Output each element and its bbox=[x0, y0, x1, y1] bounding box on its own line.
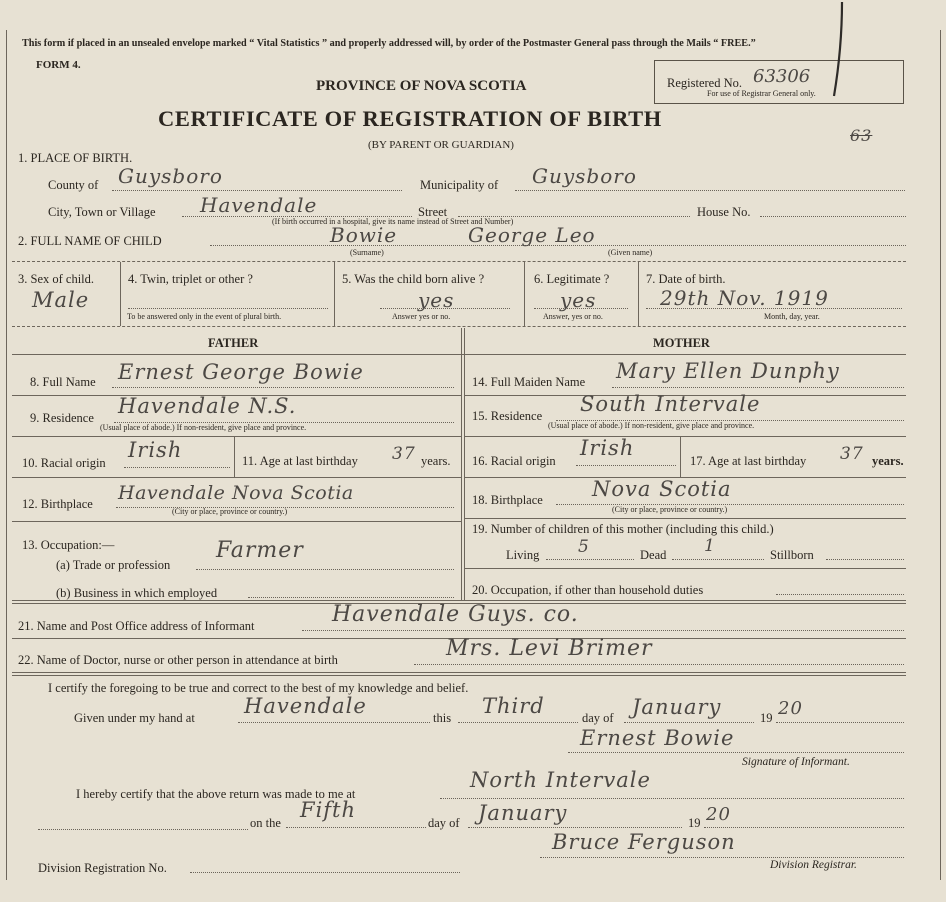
place-of-birth-heading: 1. PLACE OF BIRTH. bbox=[18, 151, 133, 165]
twin-label: 4. Twin, triplet or other ? bbox=[128, 272, 253, 286]
stillborn-label: Stillborn bbox=[770, 548, 814, 562]
certificate-title: CERTIFICATE OF REGISTRATION OF BIRTH bbox=[158, 106, 662, 131]
father-years: years. bbox=[421, 454, 451, 468]
division-registration-label: Division Registration No. bbox=[38, 861, 167, 875]
certify-month-value: January bbox=[632, 695, 722, 719]
right-margin-rule bbox=[940, 30, 941, 880]
child-surname: Bowie bbox=[330, 223, 398, 247]
sex-value: Male bbox=[32, 288, 90, 312]
province-title: PROVINCE OF NOVA SCOTIA bbox=[316, 78, 527, 94]
registrar-signature-caption: Division Registrar. bbox=[770, 859, 857, 871]
registrar-place-value: North Intervale bbox=[470, 768, 651, 792]
informant-signature-caption: Signature of Informant. bbox=[742, 756, 850, 768]
given-caption: (Given name) bbox=[608, 248, 653, 257]
mother-racial-value: Irish bbox=[580, 436, 635, 460]
alive-value: yes bbox=[418, 288, 455, 312]
this-label: this bbox=[433, 711, 452, 725]
father-racial-value: Irish bbox=[128, 438, 183, 462]
on-the-label: on the bbox=[250, 816, 281, 830]
municipality-label: Municipality of bbox=[420, 178, 499, 192]
certify-year-prefix: 19 bbox=[760, 711, 773, 725]
father-birthplace-label: 12. Birthplace bbox=[22, 497, 93, 511]
father-name-value: Ernest George Bowie bbox=[118, 360, 364, 384]
father-trade-value: Farmer bbox=[216, 538, 304, 563]
date-note: Month, day, year. bbox=[764, 312, 820, 321]
house-label: House No. bbox=[697, 205, 751, 219]
alive-label: 5. Was the child born alive ? bbox=[342, 272, 485, 286]
municipality-value: Guysboro bbox=[532, 164, 637, 188]
registration-box bbox=[654, 60, 904, 104]
father-business-label: (b) Business in which employed bbox=[56, 586, 218, 600]
registrar-statement: I hereby certify that the above return was made to me at bbox=[76, 787, 356, 801]
informant-signature: Ernest Bowie bbox=[580, 726, 735, 750]
certify-day-label: day of bbox=[582, 711, 614, 725]
registrar-year-value: 20 bbox=[706, 804, 731, 825]
twin-note: To be answered only in the event of plural birth. bbox=[127, 312, 282, 321]
registrar-use-note: For use of Registrar General only. bbox=[707, 89, 816, 98]
father-name-label: 8. Full Name bbox=[30, 375, 96, 389]
hospital-note: (If birth occurred in a hospital, give its name instead of Street and Number) bbox=[272, 217, 514, 226]
street-label: Street bbox=[418, 205, 448, 219]
father-birthplace-note: (City or place, province or country.) bbox=[172, 507, 288, 516]
living-label: Living bbox=[506, 548, 540, 562]
certify-year-value: 20 bbox=[778, 698, 803, 719]
certify-day-value: Third bbox=[482, 694, 545, 718]
legitimate-note: Answer, yes or no. bbox=[543, 312, 603, 321]
father-residence-label: 9. Residence bbox=[30, 411, 94, 425]
dead-label: Dead bbox=[640, 548, 667, 562]
given-place-value: Havendale bbox=[244, 694, 367, 718]
father-heading: FATHER bbox=[208, 336, 259, 350]
mother-years: years. bbox=[872, 454, 904, 468]
left-margin-rule bbox=[6, 30, 7, 880]
mother-birthplace-label: 18. Birthplace bbox=[472, 493, 543, 507]
city-label: City, Town or Village bbox=[48, 205, 156, 219]
father-age-label: 11. Age at last birthday bbox=[242, 454, 358, 468]
surname-caption: (Surname) bbox=[350, 248, 384, 257]
city-value: Havendale bbox=[200, 193, 318, 217]
registered-label: Registered No. bbox=[667, 76, 742, 90]
mother-age-label: 17. Age at last birthday bbox=[690, 454, 807, 468]
margin-mark: 63 bbox=[850, 126, 873, 145]
father-abode-note: (Usual place of abode.) If non-resident, give place and province. bbox=[100, 423, 307, 432]
father-occupation-label: 13. Occupation:— bbox=[22, 538, 115, 552]
informant-certify-statement: I certify the foregoing to be true and correct to the best of my knowledge and belief. bbox=[48, 681, 469, 695]
mother-name-label: 14. Full Maiden Name bbox=[472, 375, 586, 389]
father-age-value: 37 bbox=[392, 444, 416, 464]
child-given-name: George Leo bbox=[468, 223, 596, 247]
mother-age-value: 37 bbox=[840, 444, 864, 464]
living-value: 5 bbox=[578, 537, 590, 557]
county-label: County of bbox=[48, 178, 99, 192]
form-number: FORM 4. bbox=[36, 59, 81, 71]
mother-residence-value: South Intervale bbox=[580, 392, 761, 416]
father-residence-value: Havendale N.S. bbox=[118, 394, 297, 418]
mailing-notice: This form if placed in an unsealed envelope marked “ Vital Statistics ” and properly addressed will, by order of the Postmaster General pass through the Mails “ FREE.” bbox=[22, 38, 756, 49]
alive-note: Answer yes or no. bbox=[392, 312, 451, 321]
registrar-day-value: Fifth bbox=[300, 798, 357, 822]
registered-number: 63306 bbox=[753, 66, 811, 87]
county-value: Guysboro bbox=[118, 164, 223, 188]
dead-value: 1 bbox=[704, 536, 716, 556]
legitimate-value: yes bbox=[560, 288, 597, 312]
given-under-hand-label: Given under my hand at bbox=[74, 711, 195, 725]
parents-divider bbox=[461, 328, 462, 600]
mother-abode-note: (Usual place of abode.) If non-resident, give place and province. bbox=[548, 421, 755, 430]
sex-label: 3. Sex of child. bbox=[18, 272, 95, 286]
children-count-label: 19. Number of children of this mother (including this child.) bbox=[472, 522, 774, 536]
doctor-label: 22. Name of Doctor, nurse or other person in attendance at birth bbox=[18, 653, 338, 667]
mother-occupation-label: 20. Occupation, if other than household duties bbox=[472, 583, 704, 597]
father-trade-label: (a) Trade or profession bbox=[56, 558, 171, 572]
doctor-value: Mrs. Levi Brimer bbox=[446, 636, 653, 661]
rule-bottom-items bbox=[12, 326, 906, 327]
date-value: 29th Nov. 1919 bbox=[660, 286, 829, 310]
father-racial-label: 10. Racial origin bbox=[22, 456, 106, 470]
date-label: 7. Date of birth. bbox=[646, 272, 726, 286]
father-birthplace-value: Havendale Nova Scotia bbox=[118, 482, 354, 504]
registrar-year-prefix: 19 bbox=[688, 816, 701, 830]
pen-stroke bbox=[820, 0, 860, 110]
mother-heading: MOTHER bbox=[653, 336, 710, 350]
certificate-subtitle: (BY PARENT OR GUARDIAN) bbox=[368, 139, 514, 151]
mother-racial-label: 16. Racial origin bbox=[472, 454, 556, 468]
registrar-day-label: day of bbox=[428, 816, 460, 830]
child-name-label: 2. FULL NAME OF CHILD bbox=[18, 234, 162, 248]
mother-birthplace-note: (City or place, province or country.) bbox=[612, 505, 728, 514]
registrar-signature: Bruce Ferguson bbox=[552, 830, 736, 854]
mother-birthplace-value: Nova Scotia bbox=[592, 477, 732, 501]
mother-residence-label: 15. Residence bbox=[472, 409, 543, 423]
informant-label: 21. Name and Post Office address of Informant bbox=[18, 619, 255, 633]
registrar-month-value: January bbox=[478, 801, 568, 825]
mother-name-value: Mary Ellen Dunphy bbox=[616, 359, 840, 383]
rule-top-items bbox=[12, 261, 906, 262]
legitimate-label: 6. Legitimate ? bbox=[534, 272, 610, 286]
informant-value: Havendale Guys. co. bbox=[332, 602, 579, 627]
